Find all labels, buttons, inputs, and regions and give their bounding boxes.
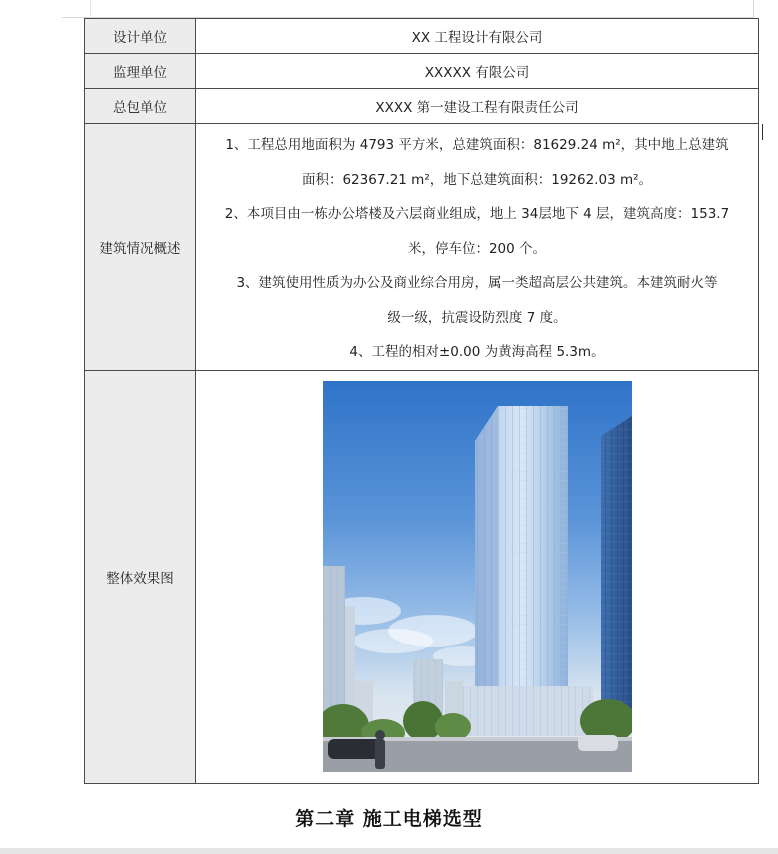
table-row: [85, 19, 759, 54]
overview-text: [196, 124, 758, 370]
overview-line: 4、工程的相对±0.00 为黄海高程 5.3m。: [349, 344, 605, 360]
page-margin-mark-right: [753, 0, 754, 18]
text-cursor: [762, 124, 763, 140]
table-row: [85, 54, 759, 89]
overview-line: 级一级，抗震设防烈度 7 度。: [387, 309, 567, 326]
project-info-table: [84, 18, 759, 784]
overview-line: 1、工程总用地面积为 4793 平方米，总建筑面积：81629.24 m²，其中地上总建筑: [225, 137, 729, 153]
overview-line: 3、建筑使用性质为办公及商业综合用房，属一类超高层公共建筑。本建筑耐火等: [236, 275, 718, 291]
page-bottom-band: [0, 848, 778, 854]
table-row: [85, 89, 759, 124]
rendering-label: 整体效果图: [85, 370, 196, 783]
table-row: [85, 124, 759, 371]
general-contractor-value[interactable]: XXXX 第一建设工程有限责任公司: [196, 89, 759, 124]
supervision-unit-label: 监理单位: [85, 54, 196, 89]
design-unit-label: 设计单位: [85, 19, 196, 54]
rendering-cell[interactable]: [196, 370, 759, 783]
page-margin-mark-left: [90, 0, 91, 18]
overview-label: 建筑情况概述: [85, 124, 196, 371]
overview-line: 米，停车位：200 个。: [407, 240, 547, 257]
overview-cell[interactable]: [196, 124, 759, 371]
overview-line: 2、本项目由一栋办公塔楼及六层商业组成，地上 34层地下 4 层，建筑高度：153.7: [224, 206, 730, 222]
design-unit-value[interactable]: XX 工程设计有限公司: [196, 19, 759, 54]
general-contractor-label: 总包单位: [85, 89, 196, 124]
supervision-unit-value[interactable]: XXXXX 有限公司: [196, 54, 759, 89]
table-row: [85, 370, 759, 783]
building-rendering-image: [323, 381, 632, 772]
overview-line: 面积：62367.21 m²，地下总建筑面积：19262.03 m²。: [301, 171, 653, 188]
chapter-heading: 第二章 施工电梯选型: [295, 808, 483, 830]
